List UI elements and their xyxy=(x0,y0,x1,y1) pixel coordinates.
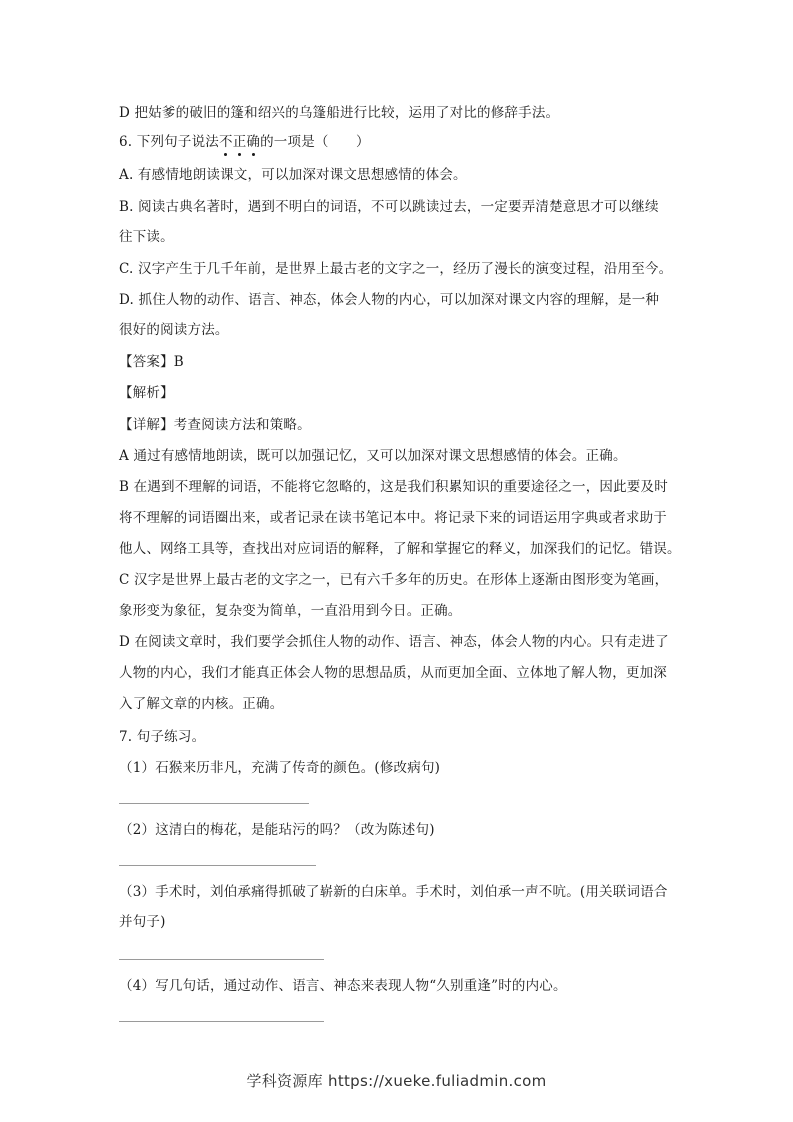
q7-stem: 7. 句子练习。 xyxy=(119,729,206,745)
explain-b-line1: B 在遇到不理解的词语，不能将它忽略的，这是我们积累知识的重要途径之一，因此要及时 xyxy=(119,479,668,495)
analysis-heading: 【解析】 xyxy=(119,385,174,401)
q7-sub3-line1: （3）手术时，刘伯承痛得抓破了崭新的白床单。手术时，刘伯承一声不吭。(用关联词语合 xyxy=(119,884,668,900)
answer-blank-4[interactable] xyxy=(119,1021,324,1022)
answer-blank-1[interactable] xyxy=(119,803,309,804)
q6-option-a: A. 有感情地朗读课文，可以加深对课文思想感情的体会。 xyxy=(119,167,467,183)
answer-blank-3[interactable] xyxy=(119,959,324,960)
q6-option-b-line2: 往下读。 xyxy=(119,229,174,245)
explain-d-line1: D 在阅读文章时，我们要学会抓住人物的动作、语言、神态，体会人物的内心。只有走进了 xyxy=(119,634,669,650)
q7-sub2: （2）这清白的梅花，是能玷污的吗？（改为陈述句) xyxy=(119,822,435,838)
q6-option-b-line1: B. 阅读古典名著时，遇到不明白的词语，不可以跳读过去，一定要弄清楚意思才可以继续 xyxy=(119,199,659,215)
emphasis-char: 正 xyxy=(232,134,247,150)
q5-option-d: D 把姑爹的破旧的篷和绍兴的乌篷船进行比较，运用了对比的修辞手法。 xyxy=(119,105,560,121)
explain-b-line3: 他人、网络工具等，查找出对应词语的解释，了解和掌握它的释义，加深我们的记忆。错误。 xyxy=(119,541,681,557)
explain-b-line2: 将不理解的词语圈出来，或者记录在读书笔记本中。将记录下来的词语运用字典或者求助于 xyxy=(119,510,667,526)
emphasis-char: 确 xyxy=(246,134,261,150)
q6-option-d-line2: 很好的阅读方法。 xyxy=(119,322,229,338)
explain-c-line1: C 汉字是世界上最古老的文字之一，已有六千多年的历史。在形体上逐渐由图形变为笔画， xyxy=(119,572,669,588)
q6-stem xyxy=(119,132,370,152)
q6-stem-prefix: 6. 下列句子说法 xyxy=(119,134,219,150)
answer-label: 【答案】B xyxy=(119,354,184,370)
explain-d-line3: 入了解文章的内核。正确。 xyxy=(119,696,284,712)
q7-sub1: （1）石猴来历非凡，充满了传奇的颜色。(修改病句) xyxy=(119,760,441,776)
q6-stem-suffix: 的一项是（ ） xyxy=(260,134,370,150)
explain-d-line2: 人物的内心，我们才能真正体会人物的思想品质，从而更加全面、立体地了解人物，更加深 xyxy=(119,665,667,681)
explain-a: A 通过有感情地朗读，既可以加强记忆，又可以加深对课文思想感情的体会。正确。 xyxy=(119,448,627,464)
explain-c-line2: 象形变为象征，复杂变为简单，一直沿用到今日。正确。 xyxy=(119,603,462,619)
detail-heading: 【详解】考查阅读方法和策略。 xyxy=(119,417,311,433)
q6-option-d-line1: D. 抓住人物的动作、语言、神态，体会人物的内心，可以加深对课文内容的理解，是一种 xyxy=(119,292,660,308)
q7-sub3-line2: 并句子) xyxy=(119,914,166,930)
footer-watermark: 学科资源库 https://xueke.fuliadmin.com xyxy=(246,1072,547,1090)
emphasis-char: 不 xyxy=(218,134,233,150)
answer-blank-2[interactable] xyxy=(119,865,316,866)
q7-sub4: （4）写几句话，通过动作、语言、神态来表现人物“久别重逢”时的内心。 xyxy=(119,978,567,994)
q6-option-c: C. 汉字产生于几千年前，是世界上最古老的文字之一，经历了漫长的演变过程，沿用至今。 xyxy=(119,261,673,277)
